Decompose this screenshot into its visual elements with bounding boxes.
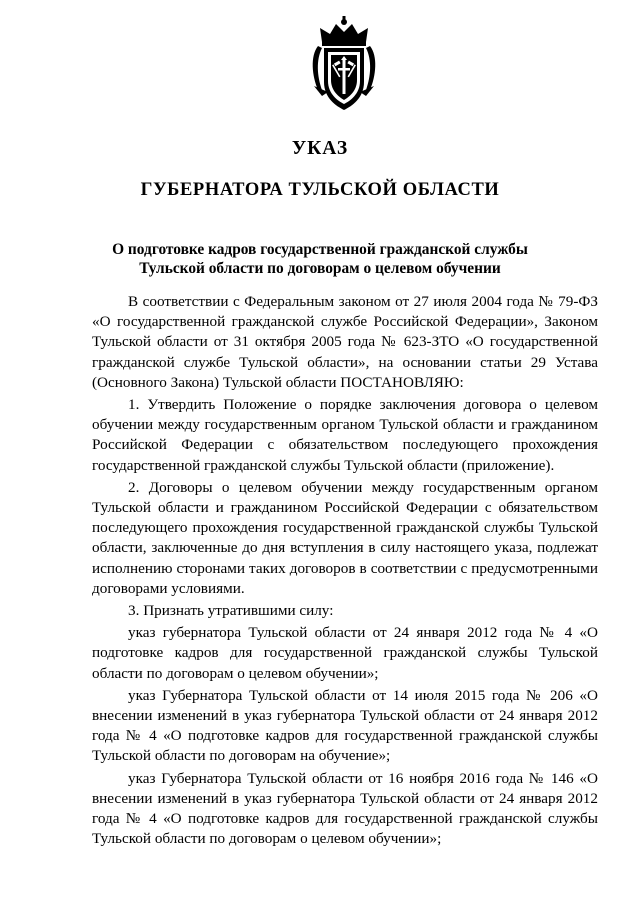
repealed-act-item: указ Губернатора Тульской области от 16 ноября 2016 года № 146 «О внесении изменений в указ губернатора Тульской области от 24 января 2012 года № 4 «О подготовке кадров для государственной гражданской службы Тульской области по договорам о целевом обучении»; [92, 769, 598, 848]
clause-1-paragraph: 1. Утвердить Положение о порядке заключения договора о целевом обучении между государственным органом Тульской области и гражданином Российской Федерации с обязательством последующего прохождения государственной гражданской службы Тульской области (приложение). [92, 396, 598, 474]
coat-of-arms-icon [308, 16, 380, 116]
document-title-line: О подготовке кадров государственной гражданской службы [112, 241, 528, 258]
document-title [60, 240, 580, 278]
document-authority: ГУБЕРНАТОРА ТУЛЬСКОЙ ОБЛАСТИ [140, 180, 500, 200]
clause-3-paragraph: 3. Признать утратившими силу: [128, 602, 334, 620]
document-type: УКАЗ [291, 138, 349, 159]
preamble-paragraph: В соответствии с Федеральным законом от 27 июля 2004 года № 79-ФЗ «О государственной гражданской службе Российской Федерации», Законом Тульской области от 31 октября 2005 года № 623-ЗТО «О государственной гражданской службе Тульской области», на основании статьи 29 Устава (Основного Закона) Тульской области ПОСТАНОВЛЯЮ: [92, 293, 598, 391]
repealed-act-item: указ Губернатора Тульской области от 14 июля 2015 года № 206 «О внесении изменений в указ губернатора Тульской области от 24 января 2012 года № 4 «О подготовке кадров для государственной гражданской службы Тульской области по договорам на обучение»; [92, 686, 598, 765]
document-body [92, 292, 598, 849]
document-title-line: Тульской области по договорам о целевом обучении [139, 260, 501, 277]
repealed-act-item: указ губернатора Тульской области от 24 января 2012 года № 4 «О подготовке кадров для государственной гражданской службы Тульской области по договорам о целевом обучении»; [92, 624, 598, 682]
clause-2-paragraph: 2. Договоры о целевом обучении между государственным органом Тульской области и гражданином Российской Федерации с обязательством последующего прохождения государственной гражданской службы Тульской области, заключенные до дня вступления в силу настоящего указа, подлежат исполнению сторонами таких договоров в соответствии с предусмотренными договорами условиями. [92, 478, 598, 597]
